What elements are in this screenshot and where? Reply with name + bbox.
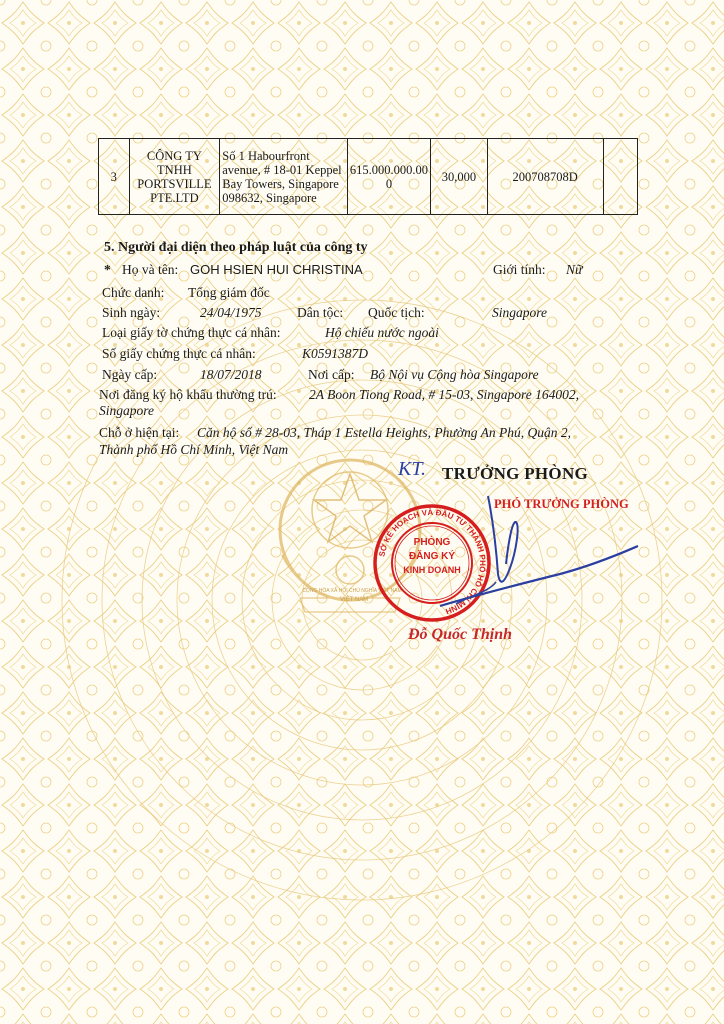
stamp-center-2: ĐĂNG KÝ	[408, 551, 456, 562]
id-number-value: K0591387D	[302, 346, 369, 361]
registration-number: 200708708D	[487, 139, 603, 215]
capital-value: 615.000.000.000	[347, 139, 430, 215]
title-label: Chức danh:	[102, 285, 165, 300]
signature-subtitle: PHÓ TRƯỞNG PHÒNG	[494, 497, 629, 511]
residence-label: Nơi đăng ký hộ khẩu thường trú:	[99, 387, 277, 402]
emblem-ribbon-text: CỘNG HÒA XÃ HỘI CHỦ NGHĨA VIỆT NAM	[302, 588, 402, 594]
current-address-line2: Thành phố Hồ Chí Minh, Việt Nam	[99, 442, 289, 457]
ethnicity-label: Dân tộc:	[297, 305, 344, 320]
issue-place-label: Nơi cấp:	[308, 367, 355, 382]
shareholder-table	[98, 138, 638, 215]
id-number-label: Số giấy chứng thực cá nhân:	[102, 346, 256, 361]
id-type-value: Hộ chiếu nước ngoài	[325, 325, 439, 340]
name-label: Họ và tên:	[122, 262, 179, 277]
current-address-line1: Căn hộ số # 28-03, Tháp 1 Estella Heights, Phường An Phú, Quận 2,	[197, 425, 571, 440]
signer-name: Đỗ Quốc Thịnh	[408, 626, 513, 643]
issue-date-value: 18/07/2018	[200, 367, 262, 382]
dob-value: 24/04/1975	[200, 305, 262, 320]
residence-value-line1: 2A Boon Tiong Road, # 15-03, Singapore 164002,	[309, 387, 579, 402]
stamp-center-3: KINH DOANH	[403, 565, 461, 575]
issue-place-value: Bộ Nội vụ Cộng hòa Singapore	[370, 367, 539, 382]
gender-value: Nữ	[566, 262, 583, 277]
nationality-value: Singapore	[492, 305, 547, 320]
ratio-value: 30,000	[431, 139, 488, 215]
bullet: *	[104, 262, 111, 277]
signature-title: TRƯỞNG PHÒNG	[442, 464, 589, 483]
company-name: CÔNG TY TNHH PORTSVILLE PTE.LTD	[129, 139, 220, 215]
note-cell	[603, 139, 637, 215]
table-row	[99, 139, 638, 215]
nationality-label: Quốc tịch:	[368, 305, 425, 320]
residence-value-line2: Singapore	[99, 403, 154, 418]
emblem-country-text: VIỆT NAM	[340, 597, 369, 603]
issue-date-label: Ngày cấp:	[102, 367, 158, 382]
name-value: GOH HSIEN HUI CHRISTINA	[190, 262, 363, 277]
stamp-ring-text: SỞ KẾ HOẠCH VÀ ĐẦU TƯ THÀNH PHỐ HỒ CHÍ MINH	[377, 507, 488, 616]
title-value: Tổng giám đốc	[188, 285, 270, 300]
company-address: Số 1 Habourfront avenue, # 18-01 Keppel Bay Towers, Singapore 098632, Singapore	[220, 139, 348, 215]
row-index: 3	[99, 139, 130, 215]
section-heading: 5. Người đại diện theo pháp luật của công ty	[104, 240, 368, 255]
signature-initial: KT.	[398, 458, 426, 480]
gender-label: Giới tính:	[493, 262, 546, 277]
stamp-center-1: PHÒNG	[413, 537, 451, 548]
id-type-label: Loại giấy tờ chứng thực cá nhân:	[102, 325, 281, 340]
dob-label: Sinh ngày:	[102, 305, 161, 320]
current-address-label: Chỗ ở hiện tại:	[99, 425, 180, 440]
